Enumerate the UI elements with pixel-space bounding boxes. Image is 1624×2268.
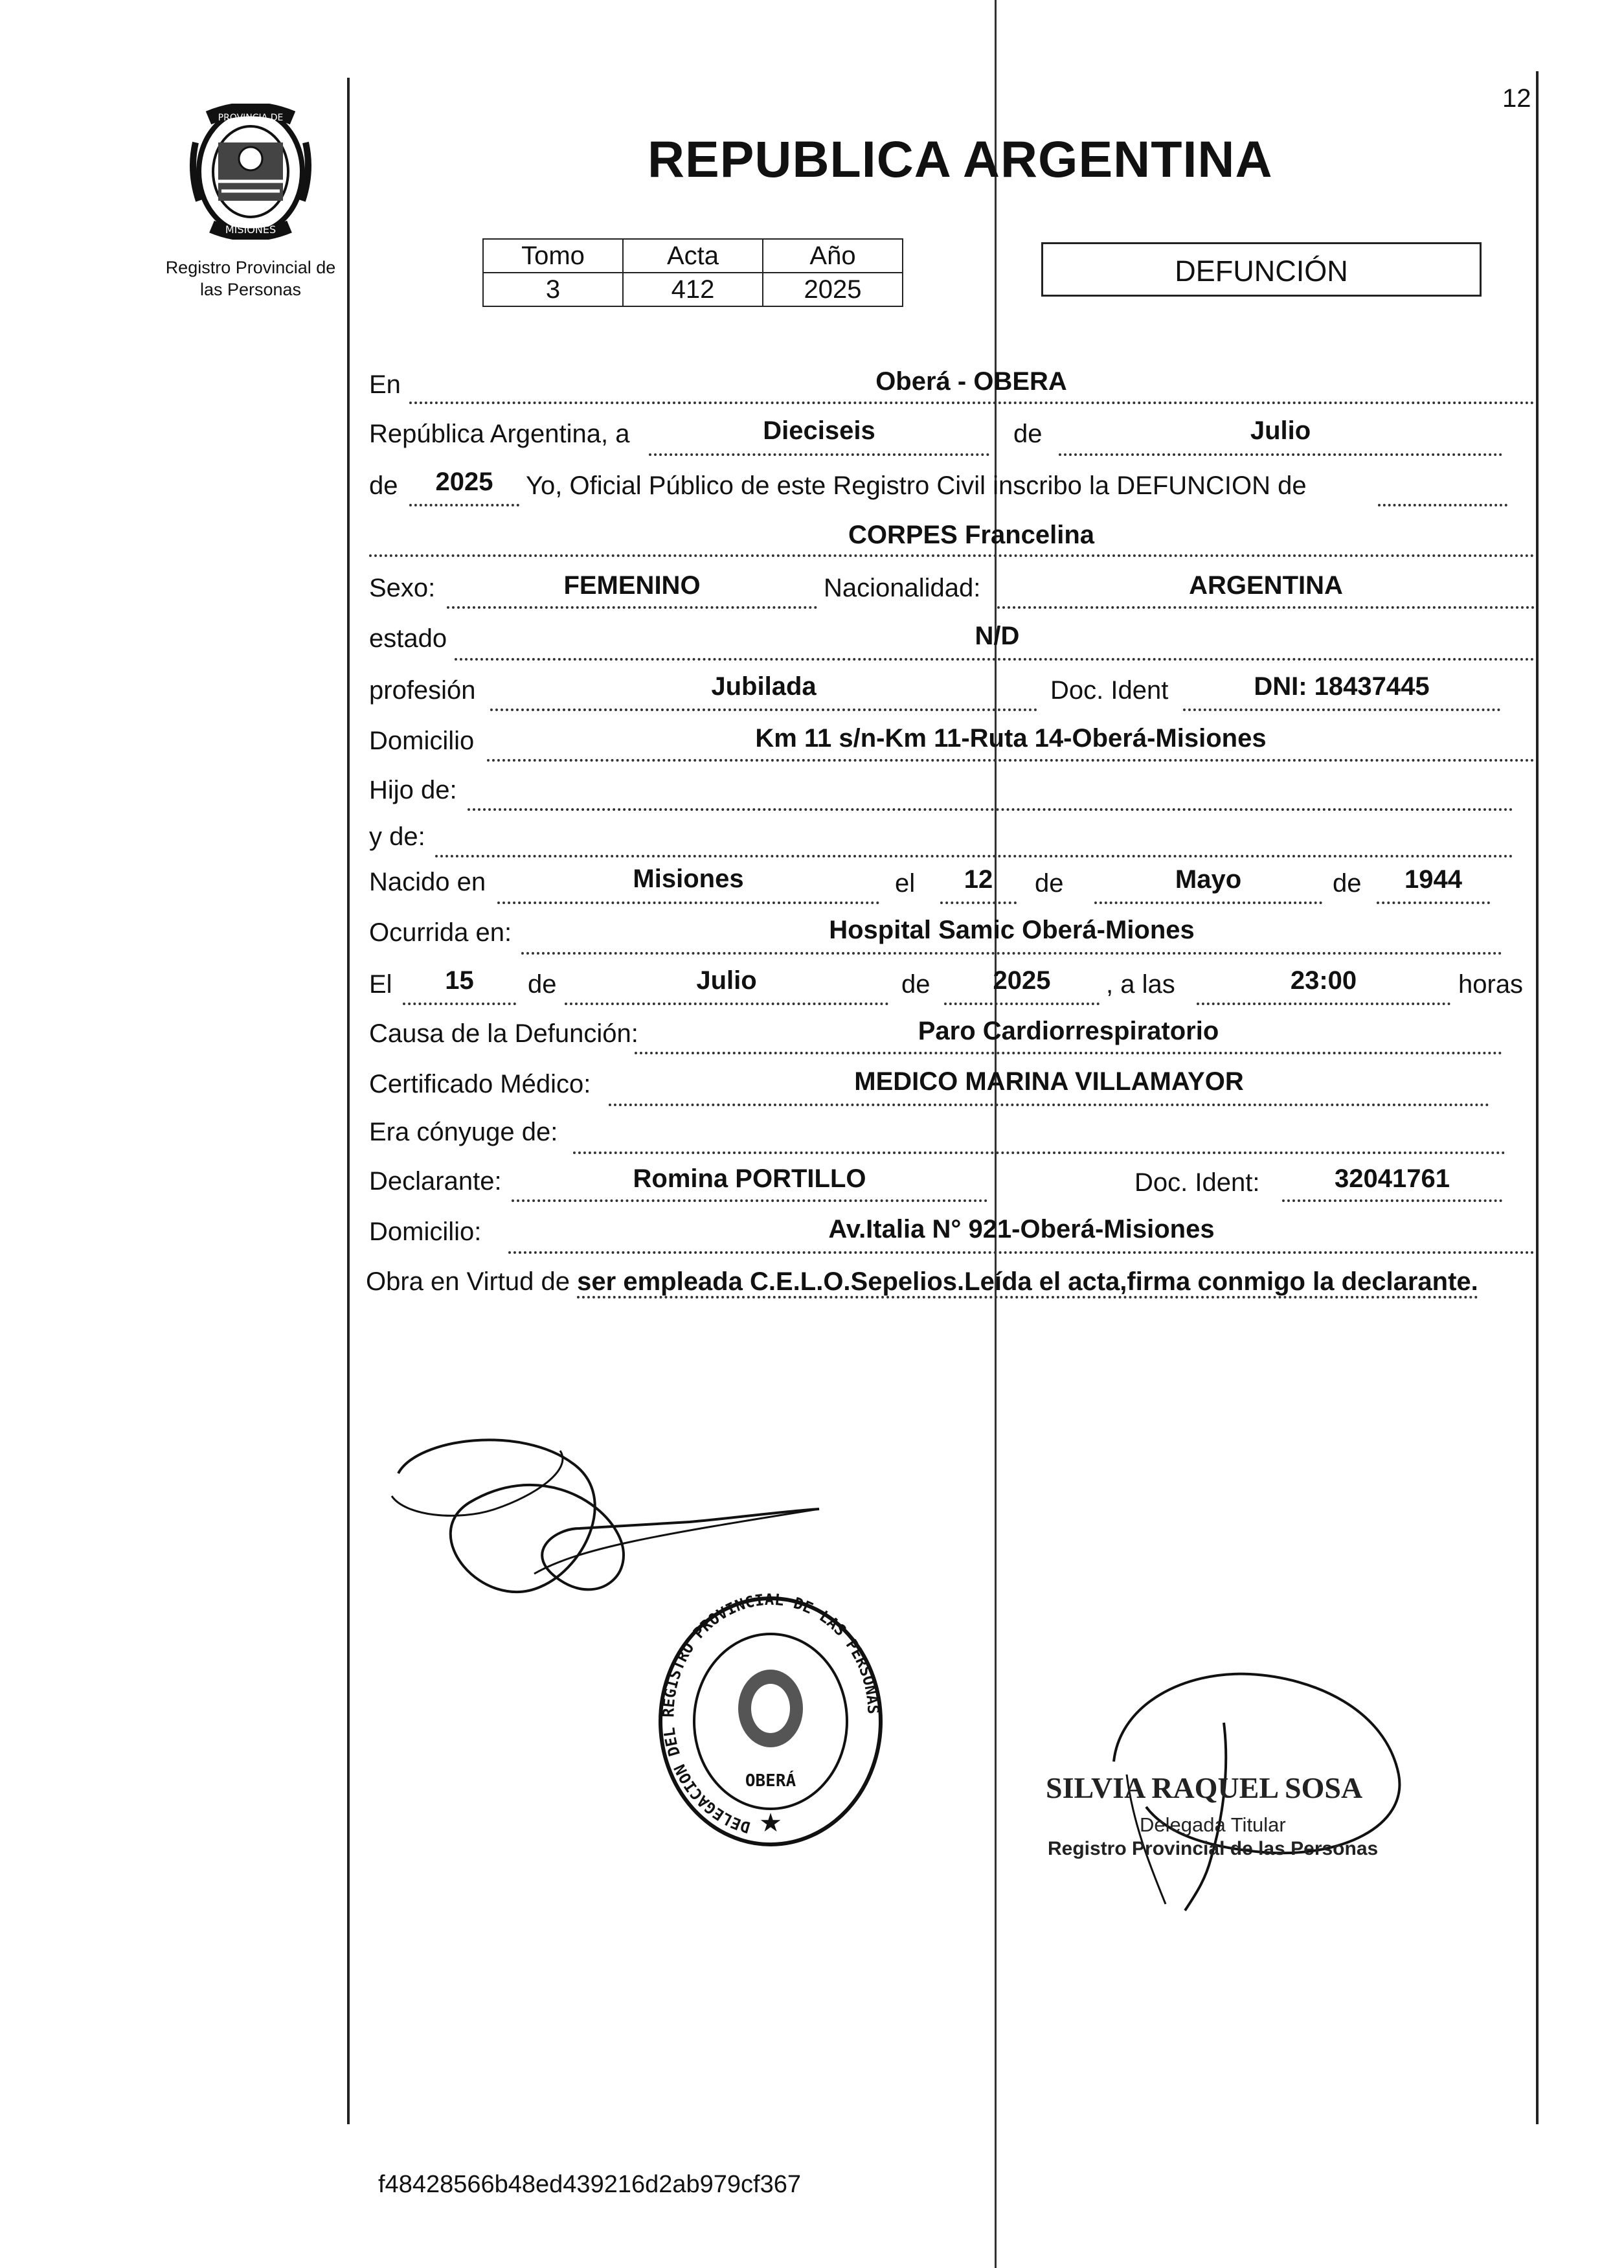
conyuge-label: Era cónyuge de: <box>369 1118 558 1146</box>
svg-text:DELEGACION DEL REGISTRO PROVIN: DELEGACION DEL REGISTRO PROVINCIAL DE LAS PERSONAS <box>659 1592 883 1837</box>
year-value: 2025 <box>435 468 493 496</box>
de-label: de <box>1013 420 1043 448</box>
estado-label: estado <box>369 624 447 653</box>
ocurrida-label: Ocurrida en: <box>369 918 512 947</box>
nacionalidad-value: ARGENTINA <box>1189 571 1343 600</box>
yde-label: y de: <box>369 822 425 851</box>
doc-ident2-line <box>1282 1199 1502 1202</box>
en-line <box>409 402 1535 404</box>
reference-table-value-row <box>483 273 903 306</box>
official-organization: Registro Provincial de las Personas <box>1048 1838 1379 1859</box>
death-time-value: 23:00 <box>1290 966 1357 995</box>
birth-day-value: 12 <box>964 865 993 894</box>
page-number: 12 <box>1502 84 1531 113</box>
tomo-value: 3 <box>483 273 623 306</box>
reference-table-header-row <box>483 239 903 273</box>
death-time-line <box>1197 1003 1450 1005</box>
ocurrida-line <box>521 952 1502 955</box>
estado-line <box>455 658 1535 661</box>
causa-label: Causa de la Defunción: <box>369 1019 638 1048</box>
reference-table <box>482 238 903 307</box>
birth-month-line <box>1094 902 1322 904</box>
de-label-b: de <box>1035 869 1064 898</box>
right-margin-rule <box>1536 71 1539 2124</box>
republica-label: República Argentina, a <box>369 420 630 448</box>
de2-label: de <box>369 471 398 500</box>
profesion-value: Jubilada <box>711 672 817 701</box>
registry-label-line1: Registro Provincial de <box>165 258 336 277</box>
causa-value: Paro Cardiorrespiratorio <box>918 1017 1219 1045</box>
death-month-value: Julio <box>696 966 757 995</box>
month-line <box>1059 453 1502 456</box>
birth-month-value: Mayo <box>1175 865 1242 894</box>
death-day-line <box>403 1003 516 1005</box>
tomo-header: Tomo <box>483 239 623 273</box>
svg-text:PROVINCIA DE: PROVINCIA DE <box>218 113 284 123</box>
hijo-label: Hijo de: <box>369 776 457 804</box>
sexo-label: Sexo: <box>369 574 436 602</box>
hijo-line <box>468 808 1513 811</box>
certificado-line <box>609 1104 1489 1106</box>
horas-label: horas <box>1458 970 1524 999</box>
certificado-label: Certificado Médico: <box>369 1070 591 1098</box>
birth-year-line <box>1377 902 1490 904</box>
day-line <box>649 453 989 456</box>
domicilio-label: Domicilio <box>369 727 475 755</box>
de-label-d: de <box>528 970 557 999</box>
domicilio-value: Km 11 s/n-Km 11-Ruta 14-Oberá-Misiones <box>755 724 1267 753</box>
domicilio2-label: Domicilio: <box>369 1218 482 1246</box>
svg-text:OBERÁ: OBERÁ <box>745 1771 796 1791</box>
declarante-label: Declarante: <box>369 1167 502 1196</box>
name-line <box>369 554 1535 557</box>
el-label: el <box>895 869 916 898</box>
causa-line <box>635 1052 1502 1054</box>
svg-text:MISIONES: MISIONES <box>225 223 276 236</box>
nacionalidad-line <box>997 606 1535 609</box>
document-hash: f48428566b48ed439216d2ab979cf367 <box>378 2171 801 2198</box>
declarante-line <box>512 1199 987 1202</box>
sexo-line <box>447 606 817 609</box>
doc-ident-value: DNI: 18437445 <box>1254 672 1430 701</box>
ocurrida-value: Hospital Samic Oberá-Miones <box>829 916 1195 944</box>
profesion-line <box>490 709 1037 711</box>
domicilio2-line <box>508 1251 1535 1254</box>
doc-ident2-value: 32041761 <box>1335 1164 1450 1193</box>
domicilio-line <box>487 759 1535 762</box>
svg-text:★: ★ <box>759 1809 782 1837</box>
deceased-name: CORPES Francelina <box>848 521 1095 549</box>
en-label: En <box>369 370 401 399</box>
ano-header: Año <box>763 239 903 273</box>
official-role: Delegada Titular <box>1140 1813 1286 1836</box>
death-day-value: 15 <box>445 966 474 995</box>
doc-ident2-label: Doc. Ident: <box>1134 1168 1260 1197</box>
official-name: SILVIA RAQUEL SOSA <box>1046 1771 1363 1804</box>
birth-day-line <box>940 902 1017 904</box>
acta-header: Acta <box>623 239 763 273</box>
conyuge-line <box>573 1151 1506 1154</box>
provincial-crest-icon <box>183 104 319 240</box>
registry-label <box>144 256 357 301</box>
inscribe-text: Yo, Oficial Público de este Registro Civil inscribo la DEFUNCION de <box>526 471 1307 500</box>
inscribe-line <box>1378 504 1507 506</box>
doc-ident-label: Doc. Ident <box>1050 676 1169 705</box>
nacido-line <box>497 902 879 904</box>
nacido-value: Misiones <box>633 865 744 893</box>
nacionalidad-label: Nacionalidad: <box>824 574 981 602</box>
en-value: Oberá - OBERA <box>875 367 1067 396</box>
obra-value: ser empleada C.E.L.O.Sepelios.Leída el acta,firma conmigo la declarante. <box>577 1267 1478 1298</box>
profesion-label: profesión <box>369 676 476 705</box>
nacido-label: Nacido en <box>369 868 486 896</box>
year-line <box>409 504 519 506</box>
acta-value: 412 <box>623 273 763 306</box>
domicilio2-value: Av.Italia N° 921-Oberá-Misiones <box>828 1215 1215 1243</box>
estado-value: N/D <box>975 622 1020 650</box>
day-value: Dieciseis <box>763 416 875 445</box>
death-year-line <box>944 1003 1100 1005</box>
death-year-value: 2025 <box>993 966 1051 995</box>
ano-value: 2025 <box>763 273 903 306</box>
month-value: Julio <box>1250 416 1311 445</box>
birth-year-value: 1944 <box>1404 865 1462 894</box>
de-label-c: de <box>1333 869 1362 898</box>
yde-line <box>435 855 1513 857</box>
doc-ident-line <box>1183 709 1500 711</box>
de-label-e: de <box>901 970 930 999</box>
document-type-box: DEFUNCIÓN <box>1041 242 1482 297</box>
el2-label: El <box>369 970 392 999</box>
page-title: REPUBLICA ARGENTINA <box>648 130 1273 188</box>
obra-paragraph <box>366 1265 1531 1298</box>
declarante-value: Romina PORTILLO <box>633 1164 866 1193</box>
certificado-value: MEDICO MARINA VILLAMAYOR <box>854 1067 1244 1096</box>
registry-label-line2: las Personas <box>199 280 302 299</box>
sexo-value: FEMENINO <box>563 571 701 600</box>
fold-line <box>995 0 997 2268</box>
left-margin-rule <box>347 78 350 2124</box>
delegation-stamp <box>654 1592 887 1851</box>
obra-label: Obra en Virtud de <box>366 1267 570 1296</box>
death-month-line <box>565 1003 888 1005</box>
alas-label: , a las <box>1106 970 1175 999</box>
